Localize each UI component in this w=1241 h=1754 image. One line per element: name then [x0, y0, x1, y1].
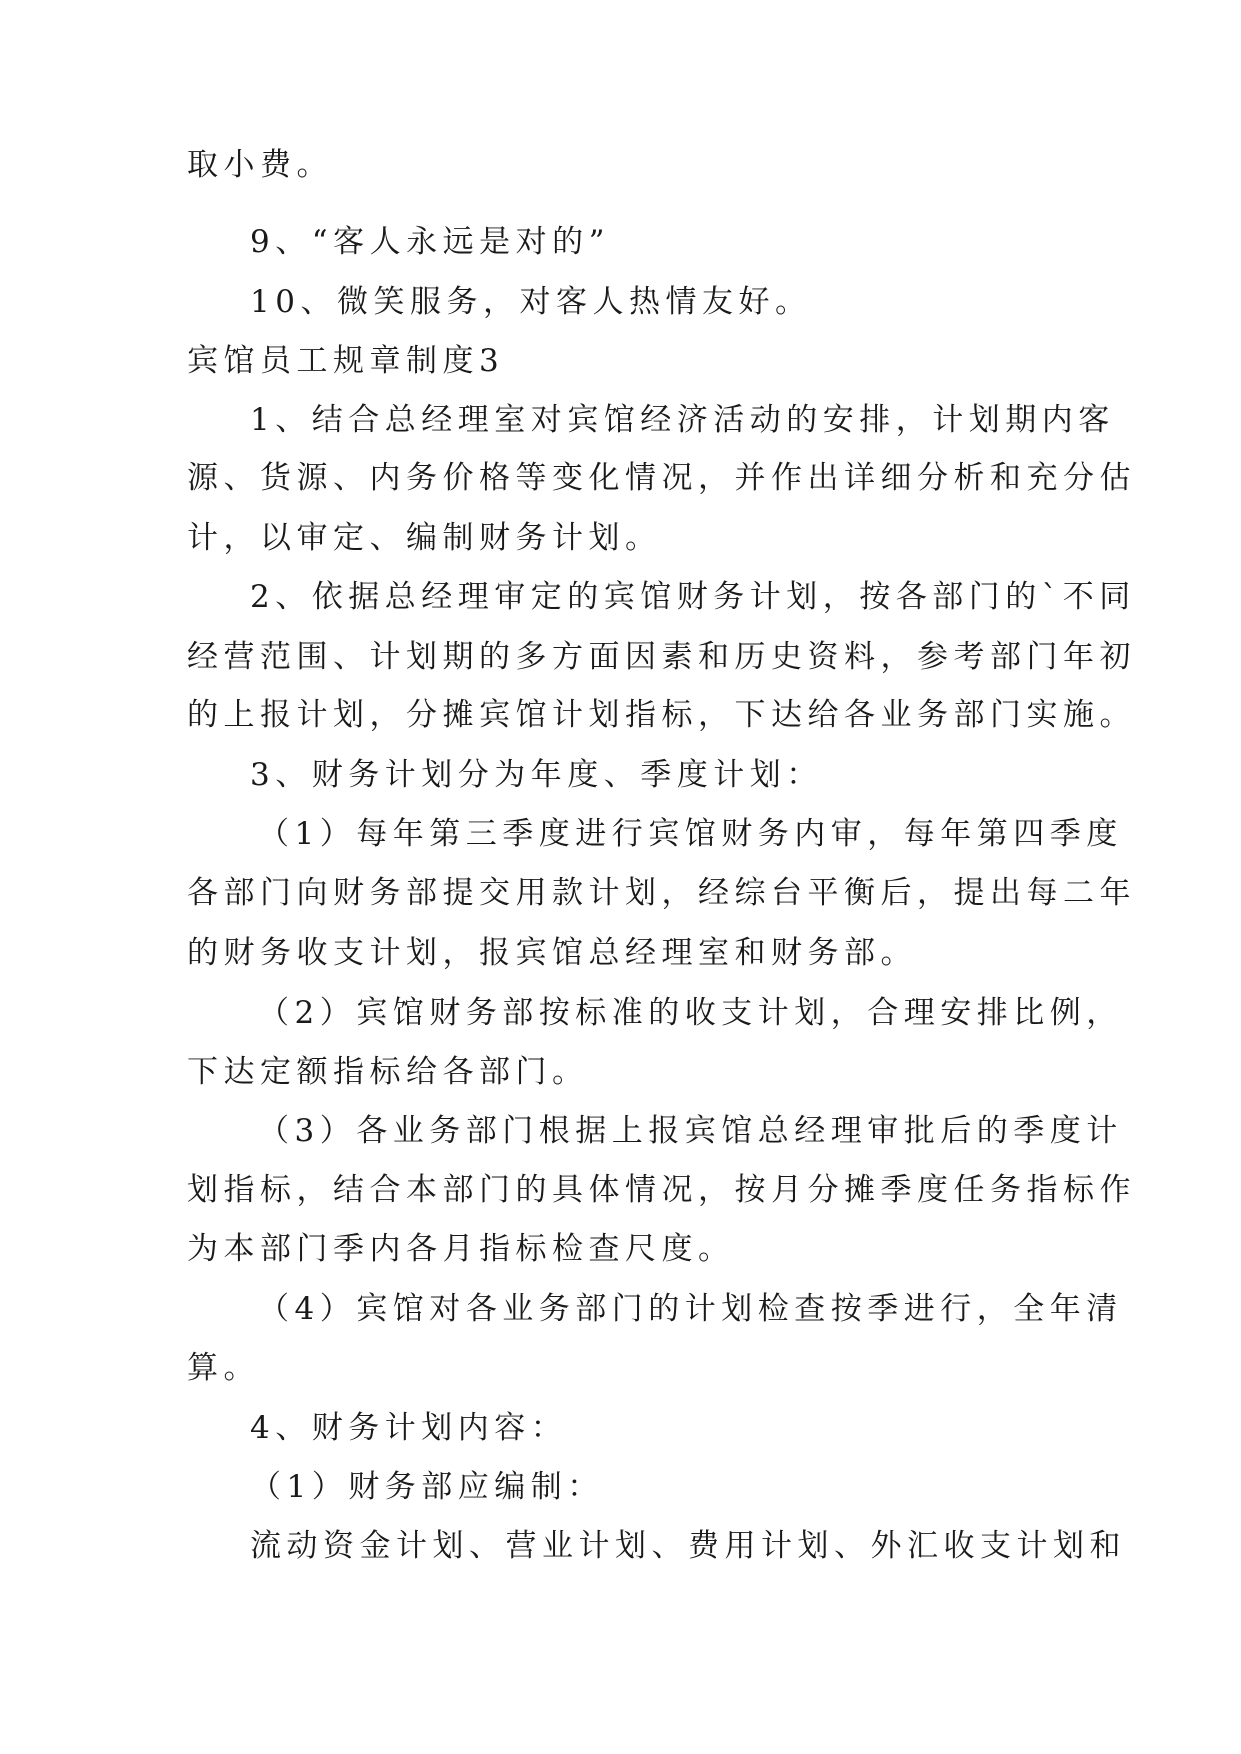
text-line: （3）各业务部门根据上报宾馆总经理审批后的季度计 — [258, 1113, 1123, 1149]
text-line: 2、依据总经理审定的宾馆财务计划，按各部门的`不同 — [250, 579, 1136, 615]
text-line: 4、财务计划内容： — [250, 1410, 568, 1446]
text-line: 10、微笑服务，对客人热情友好。 — [250, 284, 812, 320]
text-line: 划指标，结合本部门的具体情况，按月分摊季度任务指标作 — [187, 1172, 1136, 1208]
text-line: 为本部门季内各月指标检查尺度。 — [187, 1231, 735, 1267]
text-line: 3、财务计划分为年度、季度计划： — [250, 757, 823, 793]
text-line: 流动资金计划、营业计划、费用计划、外汇收支计划和 — [250, 1528, 1126, 1564]
text-line: 计，以审定、编制财务计划。 — [187, 520, 662, 556]
text-line: 下达定额指标给各部门。 — [187, 1054, 589, 1090]
section-heading: 宾馆员工规章制度3 — [187, 343, 505, 379]
text-line: 源、货源、内务价格等变化情况，并作出详细分析和充分估 — [187, 460, 1136, 496]
text-line: 算。 — [187, 1350, 260, 1386]
text-line: 1、结合总经理室对宾馆经济活动的安排，计划期内客 — [250, 402, 1115, 438]
text-line: 各部门向财务部提交用款计划，经综台平衡后，提出每二年 — [187, 875, 1136, 911]
text-line: （1）财务部应编制： — [250, 1469, 604, 1505]
text-line: （1）每年第三季度进行宾馆财务内审，每年第四季度 — [258, 816, 1123, 852]
text-line: 9、“客人永远是对的” — [250, 224, 610, 260]
text-line: 的财务收支计划，报宾馆总经理室和财务部。 — [187, 935, 917, 971]
text-line: 的上报计划，分摊宾馆计划指标，下达给各业务部门实施。 — [187, 697, 1136, 733]
text-line: （4）宾馆对各业务部门的计划检查按季进行，全年清 — [258, 1291, 1123, 1327]
text-line: （2）宾馆财务部按标准的收支计划，合理安排比例， — [258, 995, 1123, 1031]
text-line: 经营范围、计划期的多方面因素和历史资料，参考部门年初 — [187, 639, 1136, 675]
text-line: 取小费。 — [187, 147, 333, 183]
